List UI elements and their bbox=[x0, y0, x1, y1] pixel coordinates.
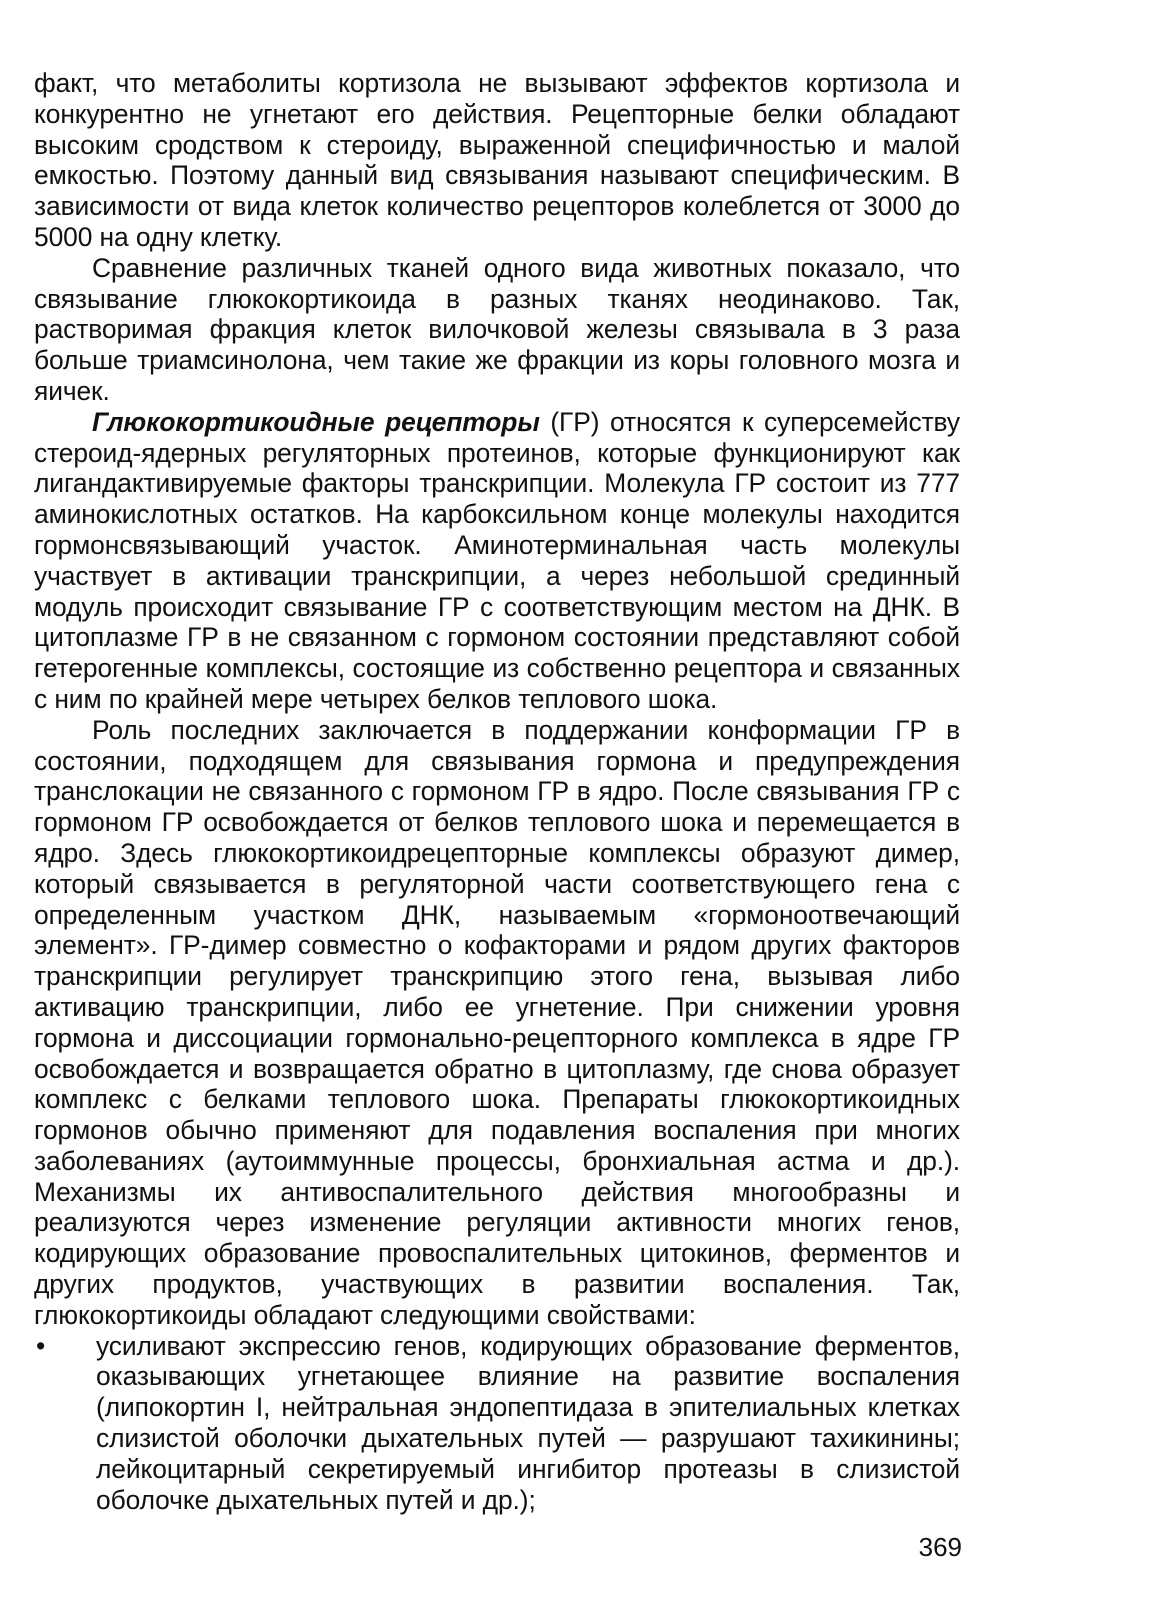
paragraph-3-text: (ГР) относятся к суперсемейству стероид-ядерных регуляторных протеинов, которые функционируют как лигандактивируемые факторы транскрипции. Молекула ГР состоит из 777 аминокислотных остатков. На карбоксильном конце молекулы находится гормонсвязывающий участок. Аминотерминальная часть молекулы участвует в активации транскрипции, а через небольшой срединный модуль происходит связывание ГР с соответствующим местом на ДНК. В цитоплазме ГР в не связанном с гормоном состоянии представляют собой гетерогенные комплексы, состоящие из собственно рецептора и связанных с ним по крайней мере четырех белков теплового шока. bbox=[34, 406, 960, 714]
list-item bbox=[34, 1331, 960, 1516]
term-glucocorticoid-receptors: Глюкокортикоидные рецепторы bbox=[92, 406, 540, 437]
paragraph-3 bbox=[34, 407, 960, 715]
paragraph-2: Сравнение различных тканей одного вида животных показало, что связывание глюкокортикоида в разных тканях неодинаково. Так, растворимая фракция клеток вилочковой железы связывала в 3 раза больше триамсинолона, чем такие же фракции из коры головного мозга и яичек. bbox=[34, 252, 960, 406]
bullet-icon: • bbox=[36, 1330, 46, 1361]
list-item-text: усиливают экспрессию генов, кодирующих образование ферментов, оказывающих угнетающее влияние на развитие воспаления (липокортин I, нейтральная эндопептидаза в эпителиальных клетках слизистой оболочки дыхательных путей — разрушают тахикинины; лейкоцитарный секретируемый ингибитор протеазы в слизистой оболочке дыхательных путей и др.); bbox=[96, 1330, 960, 1515]
page-body bbox=[34, 68, 960, 1515]
page-number: 369 bbox=[918, 1532, 962, 1562]
paragraph-1: факт, что метаболиты кортизола не вызывают эффектов кортизола и конкурентно не угнетают его действия. Рецепторные белки обладают высоким сродством к стероиду, выраженной специфичностью и малой емкостью. Поэтому данный вид связывания называют специфическим. В зависимости от вида клеток количество рецепторов колеблется от 3000 до 5000 на одну клетку. bbox=[34, 68, 960, 252]
paragraph-4: Роль последних заключается в поддержании конформации ГР в состоянии, подходящем для связывания гормона и предупреждения транслокации не связанного с гормоном ГР в ядро. После связывания ГР с гормоном ГР освобождается от белков теплового шока и перемещается в ядро. Здесь глюкокортикоидрецепторные комплексы образуют димер, который связывается в регуляторной части соответствующего гена с определенным участком ДНК, называемым «гормоноотвечающий элемент». ГР-димер совместно о кофакторами и рядом других факторов транскрипции регулирует транскрипцию этого гена, вызывая либо активацию транскрипции, либо ее угнетение. При снижении уровня гормона и диссоциации гормонально-рецепторного комплекса в ядре ГР освобождается и возвращается обратно в цитоплазму, где снова образует комплекс с белками теплового шока. Препараты глюкокортикоидных гормонов обычно применяют для подавления воспаления при многих заболеваниях (аутоиммунные процессы, бронхиальная астма и др.). Механизмы их антивоспалительного действия многообразны и реализуются через изменение регуляции активности многих генов, кодирующих образование провоспалительных цитокинов, ферментов и других продуктов, участвующих в развитии воспаления. Так, глюкокортикоиды обладают следующими свойствами: bbox=[34, 714, 960, 1330]
